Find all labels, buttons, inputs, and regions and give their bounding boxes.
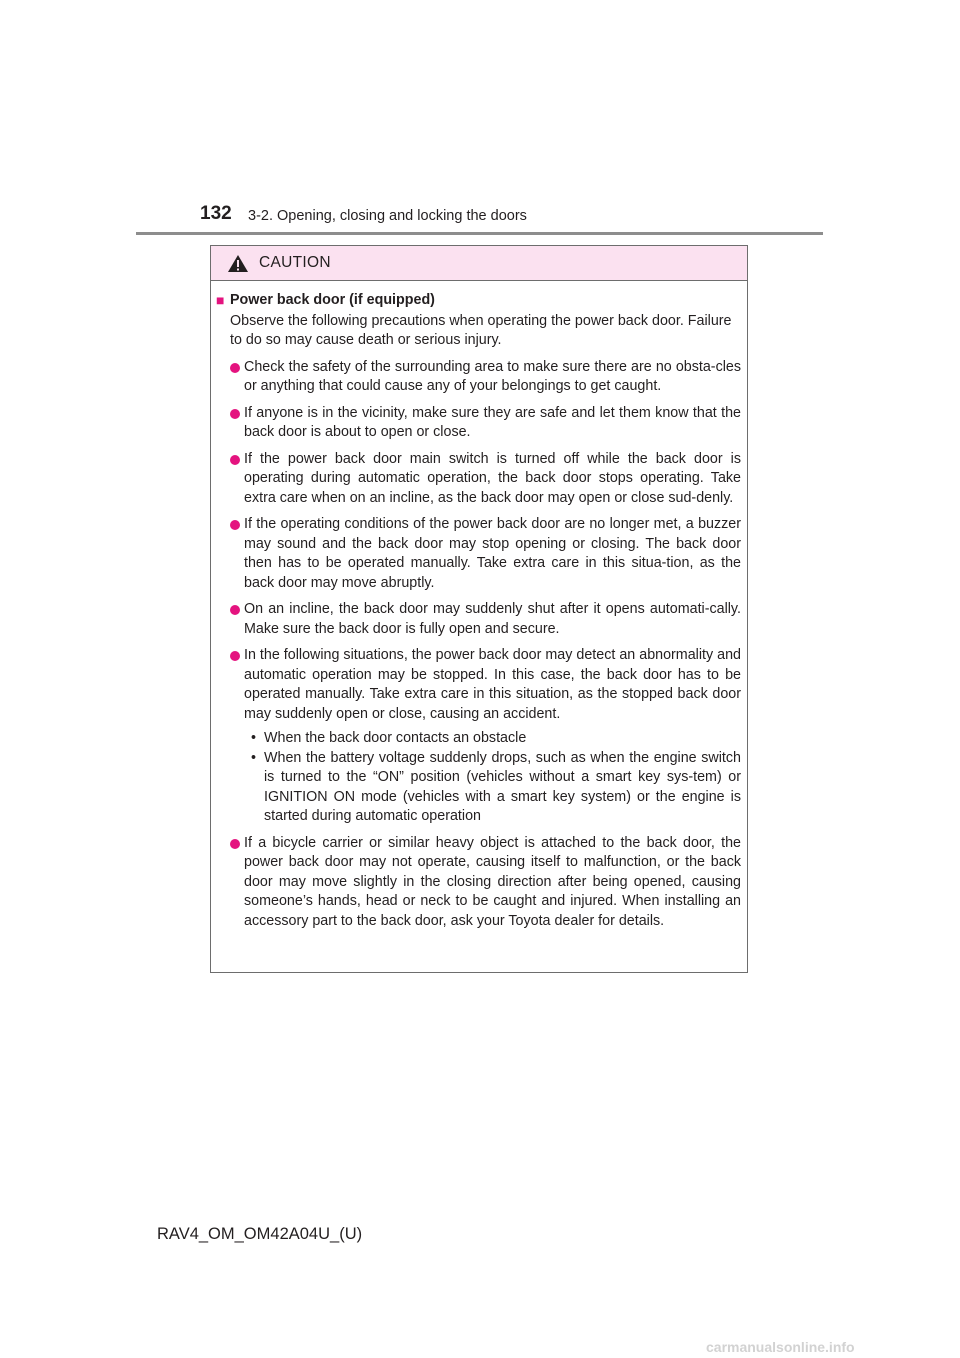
list-item <box>216 600 741 639</box>
list-item-text: If the power back door main switch is turned off while the back door is operating during automatic operation, the back door stops operating. Take extra care when on an incline, as the back door may open or close sud-denly. <box>244 450 741 506</box>
caution-body <box>211 281 747 931</box>
caution-header <box>211 246 747 281</box>
circle-bullet-icon <box>230 363 240 373</box>
sub-list-item-text: When the battery voltage suddenly drops, such as when the engine switch is turned to the “ON” position (vehicles without a smart key sys-tem) or IGNITION ON mode (vehicles with a smart key system) or the engine is started during automatic operation <box>264 749 741 824</box>
list-item-text: On an incline, the back door may suddenly shut after it opens automati-cally. Make sure the back door is fully open and secure. <box>244 601 741 637</box>
small-dot-bullet: • <box>250 730 256 746</box>
circle-bullet-icon <box>230 520 240 530</box>
list-item <box>216 646 741 724</box>
intro-paragraph: Observe the following precautions when operating the power back door. Failure to do so may cause death or serious injury. <box>230 312 732 348</box>
sub-list <box>216 729 741 827</box>
circle-bullet-icon <box>230 409 240 419</box>
caution-box <box>210 245 748 973</box>
page-header <box>0 0 960 240</box>
list-item-text: In the following situations, the power back door may detect an abnormality and automatic operation may be stopped. In this case, the back door has to be operated manually. Take extra care in this situation, as the stopped back door may suddenly open or close, causing an accident. <box>244 647 741 722</box>
list-item <box>216 515 741 593</box>
list-item-text: If the operating conditions of the power back door are no longer met, a buzzer may sound and the back door may stop opening or closing. The back door then has to be operated manually. Take extra care in this situa-tion, as the back door may move abruptly. <box>244 516 741 591</box>
subheading-text: Power back door (if equipped) <box>230 292 435 308</box>
watermark: carmanualsonline.info <box>706 1339 855 1355</box>
caution-label: CAUTION <box>259 254 331 271</box>
circle-bullet-icon <box>230 455 240 465</box>
circle-bullet-icon <box>230 839 240 849</box>
caution-subheading <box>216 291 741 311</box>
header-rule <box>136 232 823 235</box>
list-item-text: If a bicycle carrier or similar heavy object is attached to the back door, the power back door may not operate, causing itself to malfunction, or the back door may move slightly in the closing direction after being opened, causing someone’s hands, head or neck to be caught and injured. When installing an accessory part to the back door, ask your Toyota dealer for details. <box>244 834 741 929</box>
warning-triangle-icon <box>227 254 249 273</box>
page-number: 132 <box>200 203 232 224</box>
section-title: 3-2. Opening, closing and locking the doors <box>248 208 527 224</box>
square-bullet-icon: ■ <box>216 292 225 308</box>
small-dot-bullet: • <box>250 749 256 766</box>
sub-list-item <box>246 729 741 749</box>
circle-bullet-icon <box>230 651 240 661</box>
list-item <box>216 834 741 932</box>
list-item <box>216 358 741 397</box>
sub-list-item <box>246 749 741 827</box>
list-item <box>216 404 741 443</box>
list-item-text: Check the safety of the surrounding area to make sure there are no obsta-cles or anything that could cause any of your belongings to get caught. <box>244 358 741 394</box>
document-code: RAV4_OM_OM42A04U_(U) <box>157 1225 363 1243</box>
circle-bullet-icon <box>230 605 240 615</box>
sub-list-item-text: When the back door contacts an obstacle <box>264 730 527 746</box>
list-item <box>216 450 741 509</box>
list-item-text: If anyone is in the vicinity, make sure they are safe and let them know that the back door is about to open or close. <box>244 404 741 440</box>
